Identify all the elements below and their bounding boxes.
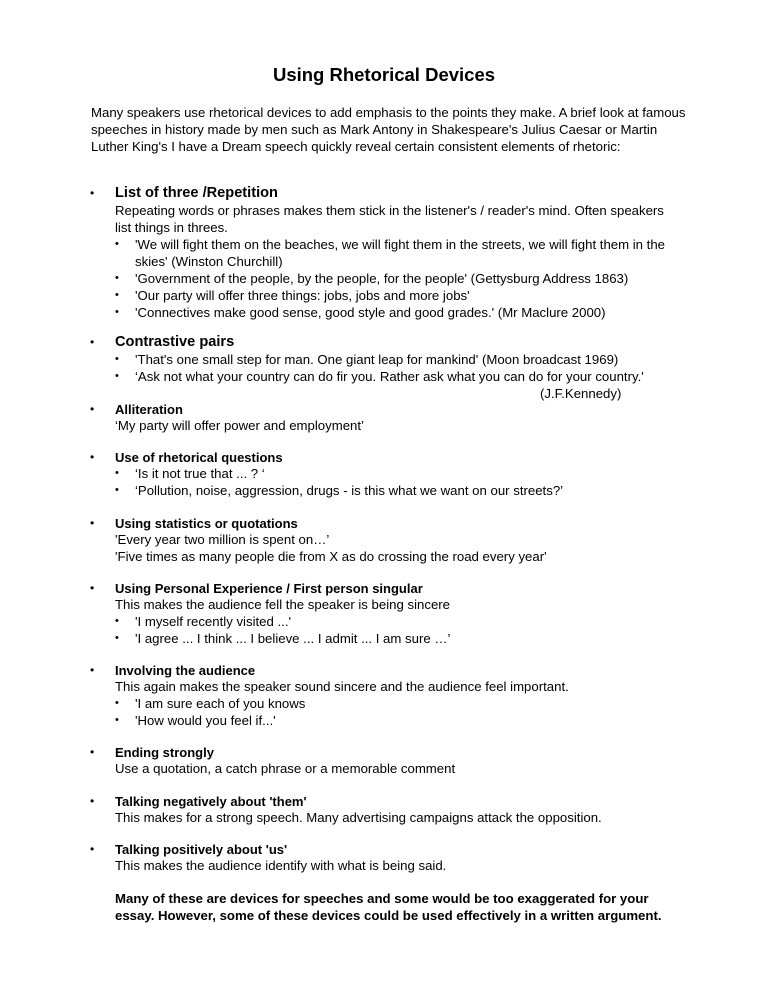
section-heading: Involving the audience [115,663,256,678]
section-description: This makes the audience identify with what is being said. [115,858,447,873]
bullet-marker: • [115,272,119,284]
example-text: ‘Pollution, noise, aggression, drugs - is this what we want on our streets?’ [135,483,564,498]
section-description: This again makes the speaker sound sincere and the audience feel important. [115,679,569,694]
bullet-marker: • [115,238,119,250]
bullet-marker: • [90,186,95,200]
list-item [115,351,695,368]
example-text: 'Government of the people, by the people, for the people' (Gettysburg Address 1863) [135,271,629,286]
list-item [115,695,675,712]
page-title: Using Rhetorical Devices [272,64,496,85]
bullet-marker: • [115,714,119,726]
example-text: 'That's one small step for man. One giant leap for mankind' (Moon broadcast 1969) [135,352,619,367]
bullet-marker: • [90,402,95,416]
bullet-marker: • [90,842,95,856]
section-heading: Using statistics or quotations [115,516,298,531]
example-text: 'I am sure each of you knows [135,696,306,711]
list-item [115,482,675,499]
bullet-marker: • [115,632,119,644]
bullet-marker: • [90,450,95,464]
section-description: Repeating words or phrases makes them stick in the listener's / reader's mind. Often speakers list things in threes. [115,203,664,235]
example-list [115,465,675,499]
closing-note: Many of these are devices for speeches and some would be too exaggerated for your essay. However, some of these devices could be used effectively in a written argument. [115,891,662,923]
bullet-marker: • [90,794,95,808]
section-heading: List of three /Repetition [115,185,278,201]
list-item [115,270,675,287]
example-list [115,351,695,385]
section-heading: Alliteration [115,402,183,417]
section-heading: Use of rhetorical questions [115,450,283,465]
section-heading: Talking negatively about 'them' [115,794,307,809]
list-item [115,712,675,729]
bullet-marker: • [115,697,119,709]
quote-attribution: (J.F.Kennedy) [540,386,622,401]
list-item [115,368,695,385]
example-text: 'How would you feel if...' [135,713,276,728]
example-text: ‘Ask not what your country can do fir you. Rather ask what you can do for your country.' [135,369,644,384]
section-heading: Contrastive pairs [115,334,235,350]
section-heading: Using Personal Experience / First person singular [115,581,423,596]
list-item [115,287,675,304]
example-text: ‘Is it not true that ... ? ‘ [135,466,265,481]
section-description: This makes for a strong speech. Many advertising campaigns attack the opposition. [115,810,602,825]
bullet-marker: • [90,581,95,595]
bullet-marker: • [115,353,119,365]
list-item [115,465,675,482]
list-item [115,613,675,630]
example-text: 'We will fight them on the beaches, we will fight them in the streets, we will fight them in the skies' (Winston Churchill) [135,237,666,269]
example-text: 'Connectives make good sense, good style and good grades.' (Mr Maclure 2000) [135,305,606,320]
list-item [115,630,675,647]
bullet-marker: • [90,745,95,759]
intro-paragraph: Many speakers use rhetorical devices to add emphasis to the points they make. A brief look at famous speeches in history made by men such as Mark Antony in Shakespeare's Julius Caesar or Martin Luther King's I have a Dream speech quickly reveal certain consistent elements of rhetoric: [91,105,686,154]
example-list [115,695,675,729]
bullet-marker: • [90,516,95,530]
section-description-line: 'Five times as many people die from X as do crossing the road every year' [115,549,547,564]
example-text: 'I agree ... I think ... I believe ... I admit ... I am sure …’ [135,631,451,646]
bullet-marker: • [115,306,119,318]
bullet-marker: • [115,289,119,301]
bullet-marker: • [90,335,95,349]
example-list [115,613,675,647]
bullet-marker: • [115,615,119,627]
section-heading: Talking positively about 'us' [115,842,288,857]
example-text: 'I myself recently visited ...' [135,614,292,629]
section-description-line: 'Every year two million is spent on…’ [115,532,330,547]
example-list [115,236,675,321]
bullet-marker: • [90,663,95,677]
bullet-marker: • [115,467,119,479]
list-item [115,304,675,321]
example-text: 'Our party will offer three things: jobs, jobs and more jobs' [135,288,470,303]
section-heading: Ending strongly [115,745,214,760]
section-description: ‘My party will offer power and employment’ [115,418,364,433]
section-description: This makes the audience fell the speaker is being sincere [115,597,450,612]
list-item [115,236,675,270]
section-description: Use a quotation, a catch phrase or a memorable comment [115,761,456,776]
bullet-marker: • [115,484,119,496]
bullet-marker: • [115,370,119,382]
